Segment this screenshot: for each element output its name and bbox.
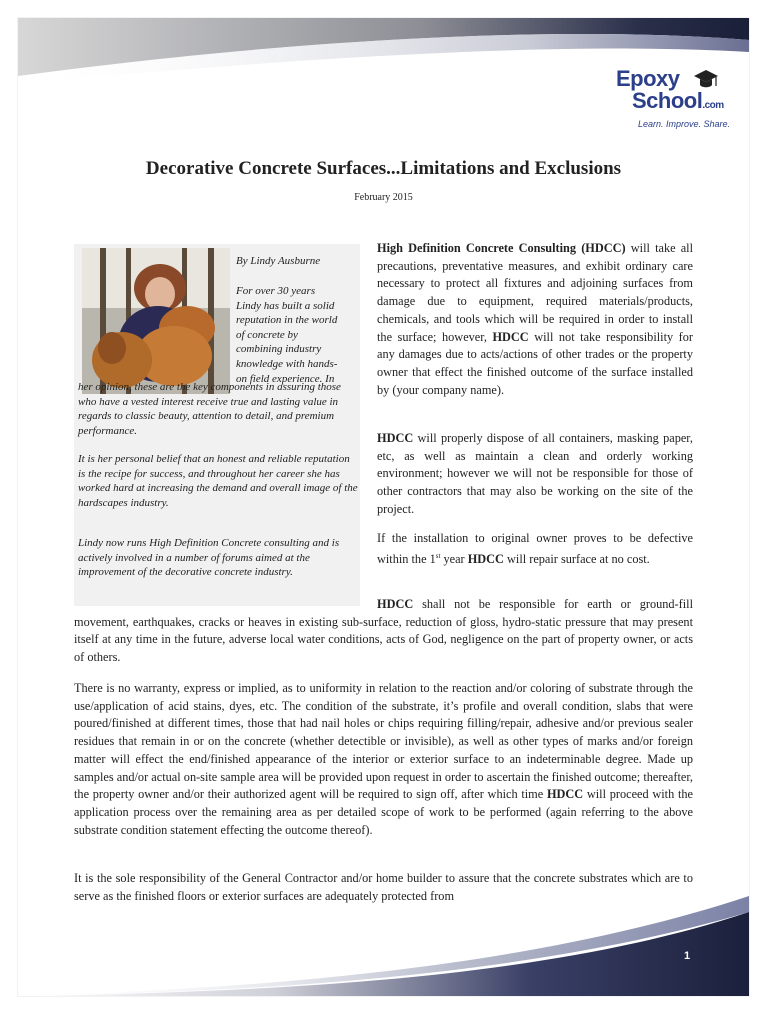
company-name: High Definition Concrete Consulting (HDCC) — [377, 241, 626, 255]
footer-swoosh — [18, 856, 749, 996]
body-paragraph-1 — [377, 240, 693, 399]
bio-line: of concrete by — [236, 328, 298, 341]
hdcc-abbrev: HDCC — [467, 551, 504, 566]
logo-dotcom: .com — [702, 100, 724, 111]
page-number: 1 — [684, 950, 691, 962]
bio-line: Lindy has built a solid — [236, 299, 335, 312]
logo-epoxy-text: Epoxy — [616, 66, 680, 91]
page-title: Decorative Concrete Surfaces...Limitations and Exclusions — [145, 158, 622, 179]
body-paragraph-2 — [377, 430, 693, 519]
sidebar-byline: By Lindy Ausburne — [236, 255, 321, 267]
hdcc-abbrev: HDCC — [546, 787, 584, 802]
bio-line: combining industry — [236, 343, 322, 356]
author-photo — [82, 248, 230, 394]
body-paragraph-3 — [377, 530, 693, 569]
paragraph-text: will properly dispose of all containers, masking paper, etc, as well as maintain a clean and orderly working environment; however we will not be responsible for those of other contractors that may also be working on the site of the project. — [377, 431, 693, 516]
publish-date: February 2015 — [354, 192, 413, 203]
bio-line: knowledge with hands- — [236, 358, 338, 370]
paragraph-text: year — [440, 551, 468, 566]
ordinal-suffix: st — [435, 551, 441, 560]
bio-line: reputation in the world — [236, 314, 338, 327]
paragraph-text: will take all precautions, preventative measures, and exhibit ordinary care necessary to protect all fixtures and adjoining surfaces from damage due to equipment, required materials/products, chemicals, and tools which will be required in order to install the surface; however, — [377, 241, 694, 344]
bio-line: on field experience. In — [236, 372, 335, 385]
document-page — [18, 18, 749, 996]
paragraph-text: will proceed with the application process over the remaining area as per detailed scope of work to be performed (again referring to the above substrate condition statement effecting the outcome thereof). — [74, 787, 693, 837]
body-paragraph-4 — [74, 596, 693, 667]
body-paragraph-5 — [74, 680, 693, 839]
epoxy-school-logo — [608, 66, 748, 156]
sidebar-paragraph: Lindy now runs High Definition Concrete consulting and is actively involved in a number of forums aimed at the improvement of the decorative concrete industry. — [78, 537, 340, 579]
hdcc-abbrev: HDCC — [377, 597, 414, 611]
sidebar-bio-continued: her opinion, these are the key components in assuring those who have a vested interest receive true and lasting value in regards to classic beauty, attention to detail, and premium performance. — [78, 381, 341, 437]
paragraph-text: will repair surface at no cost. — [503, 551, 650, 566]
body-paragraph-6: It is the sole responsibility of the General Contractor and/or home builder to assure that the concrete substrates which are to serve as the finished floors or exterior surfaces are adequately protected from — [74, 871, 693, 903]
bio-line: For over 30 years — [236, 285, 316, 297]
hdcc-abbrev: HDCC — [377, 431, 414, 445]
logo-school-text — [632, 88, 724, 114]
hdcc-abbrev: HDCC — [492, 329, 529, 344]
logo-school-word: School — [632, 88, 703, 113]
paragraph-text: will not take responsibility for any damages due to acts/actions of other trades or the property owner that effect the finished outcome of the surface installed by (your company name). — [377, 329, 694, 397]
paragraph-text: There is no warranty, express or implied, as to uniformity in relation to the reaction and/or coloring of substrate through the use/application of acid stains, dyes, etc. The condition of the substrate, it’s profile and overall condition, slabs that were poured/finished at different times, those that had nail holes or chips requiring filling/repair, adhesive and/or previous sealer residues that remain in or on the concrete (whether detectible or invisible), as well as other types of marks and/or foreign matter will effect the end/finished appearance of the interior or exterior surface to an indeterminable degree. Made up samples and/or actual on-site sample area will be provided upon request in order to ascertain the finished outcome; thereafter, the property owner and/or their authorized agent will be required to sign off, after which time — [74, 681, 693, 802]
paragraph-text: shall not be responsible for earth or ground-fill movement, earthquakes, cracks or heaves in existing sub-surface, reduction of gloss, hydro-static pressure that may present itself at any time in the future, adverse local water conditions, acts of God, negligence on the part of property owner, or acts of others. — [74, 597, 693, 665]
logo-tagline: Learn. Improve. Share. — [638, 119, 731, 129]
sidebar-paragraph: It is her personal belief that an honest and reliable reputation is the recipe for success, and throughout her career she has worked hard at increasing the demand and overall image of the hardscapes industry. — [78, 453, 358, 509]
paragraph-text: If the installation to original owner proves to be defective within the 1 — [377, 531, 693, 566]
